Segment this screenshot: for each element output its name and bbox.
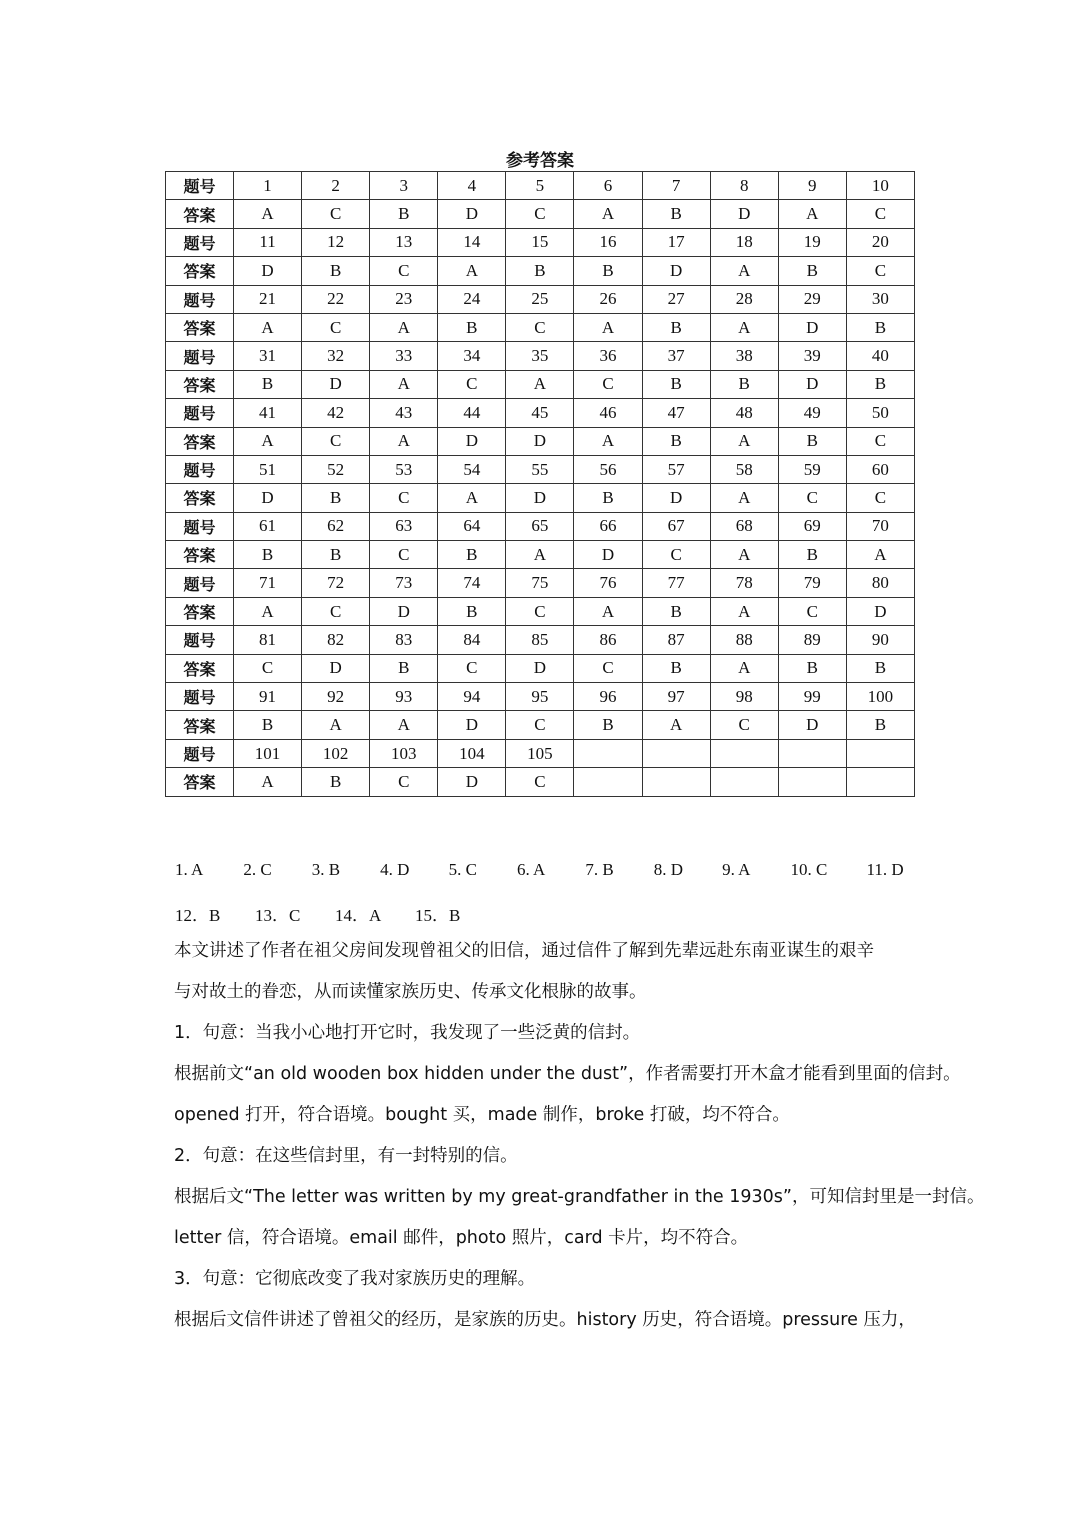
answer-cell: B	[574, 484, 642, 512]
question-row-label: 题号	[166, 228, 234, 256]
question-number-row	[166, 342, 915, 370]
answer-cell: D	[778, 313, 846, 341]
question-number-cell	[778, 739, 846, 767]
answer-row-label: 答案	[166, 484, 234, 512]
question-number-cell: 38	[710, 342, 778, 370]
answer-cell: C	[574, 654, 642, 682]
question-number-row	[166, 512, 915, 540]
question-number-row	[166, 739, 915, 767]
question-number-cell: 20	[846, 228, 914, 256]
answer-cell: D	[506, 484, 574, 512]
question-number-cell: 60	[846, 455, 914, 483]
answer-cell: C	[642, 541, 710, 569]
question-number-cell: 63	[370, 512, 438, 540]
answer-row	[166, 484, 915, 512]
question-number-cell: 25	[506, 285, 574, 313]
question-number-cell: 61	[234, 512, 302, 540]
answer-cell: C	[574, 370, 642, 398]
question-number-cell: 73	[370, 569, 438, 597]
answer-cell: A	[642, 711, 710, 739]
quick-answer: 12．B	[175, 906, 221, 925]
question-number-cell: 12	[302, 228, 370, 256]
answer-cell: B	[778, 654, 846, 682]
question-number-cell: 48	[710, 399, 778, 427]
answer-cell: C	[302, 313, 370, 341]
quick-answer: 13．C	[255, 906, 301, 925]
question-number-cell: 11	[234, 228, 302, 256]
question-number-cell: 43	[370, 399, 438, 427]
question-number-cell: 40	[846, 342, 914, 370]
question-row-label: 题号	[166, 683, 234, 711]
question-number-cell: 91	[234, 683, 302, 711]
question-number-cell: 62	[302, 512, 370, 540]
answer-cell: D	[778, 711, 846, 739]
answer-row	[166, 654, 915, 682]
question-number-cell: 5	[506, 172, 574, 200]
question-number-cell: 26	[574, 285, 642, 313]
question-number-cell: 4	[438, 172, 506, 200]
quick-answer: 2. C	[243, 860, 272, 879]
question-number-cell: 85	[506, 626, 574, 654]
question-row-label: 题号	[166, 285, 234, 313]
answer-cell: A	[234, 200, 302, 228]
question-number-cell: 17	[642, 228, 710, 256]
answer-cell: A	[370, 370, 438, 398]
question-number-cell: 81	[234, 626, 302, 654]
explanation-text	[174, 931, 985, 1341]
answer-cell: C	[234, 654, 302, 682]
question-number-cell: 68	[710, 512, 778, 540]
answer-cell: B	[302, 768, 370, 796]
answer-cell: C	[438, 654, 506, 682]
question-number-cell: 42	[302, 399, 370, 427]
answer-row-label: 答案	[166, 200, 234, 228]
quick-answer: 8. D	[653, 860, 684, 879]
quick-answer: 15．B	[415, 906, 461, 925]
answer-cell: B	[778, 427, 846, 455]
answer-row	[166, 597, 915, 625]
question-number-cell: 6	[574, 172, 642, 200]
question-number-cell: 23	[370, 285, 438, 313]
explanation-line: opened 打开，符合语境。bought 买，made 制作，broke 打破，均不符合。	[174, 1105, 790, 1125]
question-row-label: 题号	[166, 399, 234, 427]
answer-row-label: 答案	[166, 257, 234, 285]
answer-cell: D	[506, 427, 574, 455]
answer-cell: A	[846, 541, 914, 569]
question-number-cell: 31	[234, 342, 302, 370]
explanation-line: 根据后文信件讲述了曾祖父的经历，是家族的历史。history 历史，符合语境。pressure 压力，	[174, 1310, 916, 1330]
answer-cell: B	[370, 654, 438, 682]
question-number-cell: 18	[710, 228, 778, 256]
answer-cell: B	[642, 427, 710, 455]
question-row-label: 题号	[166, 342, 234, 370]
question-number-cell: 41	[234, 399, 302, 427]
answer-cell: B	[778, 541, 846, 569]
quick-answer: 14．A	[335, 906, 382, 925]
answer-cell: D	[642, 257, 710, 285]
answer-cell: B	[302, 541, 370, 569]
question-number-cell	[574, 739, 642, 767]
answer-cell: C	[302, 597, 370, 625]
answer-cell: B	[302, 257, 370, 285]
question-number-cell: 22	[302, 285, 370, 313]
question-number-cell: 39	[778, 342, 846, 370]
answer-cell: A	[234, 313, 302, 341]
question-number-cell: 2	[302, 172, 370, 200]
answer-cell: C	[506, 711, 574, 739]
question-number-cell: 79	[778, 569, 846, 597]
question-number-cell: 103	[370, 739, 438, 767]
question-number-cell: 101	[234, 739, 302, 767]
explanation-line: 与对故土的眷恋，从而读懂家族历史、传承文化根脉的故事。	[174, 982, 647, 1002]
question-number-cell: 67	[642, 512, 710, 540]
answer-cell: A	[574, 427, 642, 455]
answer-row	[166, 200, 915, 228]
question-number-cell: 27	[642, 285, 710, 313]
answer-cell: B	[234, 370, 302, 398]
question-number-cell: 10	[846, 172, 914, 200]
question-number-cell: 82	[302, 626, 370, 654]
question-number-cell: 104	[438, 739, 506, 767]
answer-cell: C	[370, 484, 438, 512]
quick-answer: 1. A	[175, 860, 204, 879]
answer-cell	[574, 768, 642, 796]
answer-row-label: 答案	[166, 313, 234, 341]
explanation-line: 3．句意：它彻底改变了我对家族历史的理解。	[174, 1269, 536, 1289]
question-row-label: 题号	[166, 739, 234, 767]
answer-cell: B	[846, 654, 914, 682]
answer-cell: B	[642, 654, 710, 682]
question-number-cell: 54	[438, 455, 506, 483]
question-number-cell	[642, 739, 710, 767]
answer-cell: A	[302, 711, 370, 739]
question-number-cell: 74	[438, 569, 506, 597]
quick-answer: 6. A	[516, 860, 546, 879]
question-number-cell: 35	[506, 342, 574, 370]
question-number-cell: 36	[574, 342, 642, 370]
answer-cell: C	[370, 768, 438, 796]
answer-cell: C	[506, 597, 574, 625]
question-number-row	[166, 683, 915, 711]
answer-cell: C	[846, 484, 914, 512]
answer-cell: A	[710, 313, 778, 341]
explanation-line: 1．句意：当我小心地打开它时，我发现了一些泛黄的信封。	[174, 1023, 641, 1043]
answer-row-label: 答案	[166, 597, 234, 625]
answer-cell: B	[642, 313, 710, 341]
answer-cell: C	[506, 200, 574, 228]
answer-cell: A	[574, 200, 642, 228]
question-number-cell: 55	[506, 455, 574, 483]
answer-cell: A	[370, 313, 438, 341]
answer-row-label: 答案	[166, 427, 234, 455]
page-title: 参考答案	[506, 151, 574, 171]
answer-cell	[846, 768, 914, 796]
question-number-cell: 100	[846, 683, 914, 711]
question-number-cell: 80	[846, 569, 914, 597]
question-row-label: 题号	[166, 569, 234, 597]
question-number-row	[166, 569, 915, 597]
quick-answer: 7. B	[585, 860, 614, 879]
answer-cell: A	[234, 768, 302, 796]
answer-cell: D	[234, 484, 302, 512]
explanation-line: letter 信，符合语境。email 邮件，photo 照片，card 卡片，均不符合。	[174, 1228, 749, 1248]
question-number-cell: 94	[438, 683, 506, 711]
answer-row	[166, 541, 915, 569]
answer-cell: C	[778, 597, 846, 625]
question-number-row	[166, 172, 915, 200]
answer-cell: C	[370, 257, 438, 285]
question-number-cell	[710, 739, 778, 767]
answer-cell: B	[778, 257, 846, 285]
answer-cell: D	[302, 654, 370, 682]
question-number-cell: 86	[574, 626, 642, 654]
question-number-cell: 28	[710, 285, 778, 313]
question-row-label: 题号	[166, 512, 234, 540]
answer-row	[166, 711, 915, 739]
answer-cell: A	[710, 654, 778, 682]
answer-cell: C	[438, 370, 506, 398]
question-number-cell: 9	[778, 172, 846, 200]
question-number-cell: 33	[370, 342, 438, 370]
answer-cell: C	[846, 257, 914, 285]
answer-cell: A	[370, 711, 438, 739]
quick-answer: 10. C	[790, 860, 828, 879]
answer-cell: B	[574, 711, 642, 739]
question-number-row	[166, 455, 915, 483]
answer-cell: D	[438, 427, 506, 455]
question-number-cell: 46	[574, 399, 642, 427]
answer-cell: A	[574, 597, 642, 625]
question-number-cell: 99	[778, 683, 846, 711]
question-number-cell: 70	[846, 512, 914, 540]
question-number-cell	[846, 739, 914, 767]
explanation-line: 本文讲述了作者在祖父房间发现曾祖父的旧信，通过信件了解到先辈远赴东南亚谋生的艰辛	[174, 941, 874, 961]
answer-cell: A	[710, 541, 778, 569]
explanation-line: 根据前文“an old wooden box hidden under the dust”，作者需要打开木盒才能看到里面的信封。	[174, 1064, 961, 1084]
answer-cell: D	[778, 370, 846, 398]
answer-cell: B	[574, 257, 642, 285]
question-number-cell: 96	[574, 683, 642, 711]
question-row-label: 题号	[166, 626, 234, 654]
quick-answer: 4. D	[380, 860, 410, 879]
question-number-cell: 90	[846, 626, 914, 654]
answer-row	[166, 768, 915, 796]
answer-cell: A	[710, 597, 778, 625]
answer-cell: C	[302, 427, 370, 455]
quick-answer: 5. C	[448, 860, 477, 879]
answer-cell: D	[642, 484, 710, 512]
answer-cell: B	[370, 200, 438, 228]
answer-cell: B	[846, 370, 914, 398]
question-number-cell: 64	[438, 512, 506, 540]
question-number-cell: 15	[506, 228, 574, 256]
question-number-cell: 32	[302, 342, 370, 370]
answer-cell: B	[438, 597, 506, 625]
question-number-cell: 93	[370, 683, 438, 711]
question-number-cell: 95	[506, 683, 574, 711]
question-number-cell: 105	[506, 739, 574, 767]
question-number-cell: 84	[438, 626, 506, 654]
question-number-cell: 30	[846, 285, 914, 313]
question-number-cell: 14	[438, 228, 506, 256]
answer-row-label: 答案	[166, 541, 234, 569]
answer-cell: D	[234, 257, 302, 285]
answer-row	[166, 370, 915, 398]
answer-cell: C	[370, 541, 438, 569]
question-number-cell: 52	[302, 455, 370, 483]
question-number-cell: 72	[302, 569, 370, 597]
explanation-line: 根据后文“The letter was written by my great-grandfather in the 1930s”，可知信封里是一封信。	[174, 1187, 985, 1207]
answer-cell: A	[710, 484, 778, 512]
answer-cell: A	[438, 257, 506, 285]
question-number-cell: 8	[710, 172, 778, 200]
answer-cell: B	[234, 541, 302, 569]
question-number-cell: 50	[846, 399, 914, 427]
answer-cell: C	[710, 711, 778, 739]
answer-cell: D	[710, 200, 778, 228]
question-number-cell: 71	[234, 569, 302, 597]
question-number-cell: 19	[778, 228, 846, 256]
answer-cell: B	[642, 370, 710, 398]
answer-cell: A	[234, 427, 302, 455]
answer-table	[165, 171, 915, 797]
answer-cell: A	[234, 597, 302, 625]
answer-row-label: 答案	[166, 370, 234, 398]
question-number-cell: 59	[778, 455, 846, 483]
answer-cell: A	[710, 427, 778, 455]
question-number-row	[166, 626, 915, 654]
question-number-cell: 87	[642, 626, 710, 654]
question-number-cell: 29	[778, 285, 846, 313]
question-number-cell: 69	[778, 512, 846, 540]
question-number-cell: 49	[778, 399, 846, 427]
question-number-cell: 77	[642, 569, 710, 597]
question-number-cell: 21	[234, 285, 302, 313]
answer-cell	[778, 768, 846, 796]
question-number-cell: 88	[710, 626, 778, 654]
answer-cell: B	[642, 597, 710, 625]
question-number-cell: 89	[778, 626, 846, 654]
question-number-row	[166, 399, 915, 427]
question-number-cell: 53	[370, 455, 438, 483]
answer-cell: C	[506, 768, 574, 796]
answer-cell: B	[506, 257, 574, 285]
answer-cell: D	[506, 654, 574, 682]
answer-cell: D	[846, 597, 914, 625]
question-number-cell: 45	[506, 399, 574, 427]
question-number-cell: 34	[438, 342, 506, 370]
answer-cell: B	[438, 313, 506, 341]
question-number-cell: 83	[370, 626, 438, 654]
answer-cell: C	[506, 313, 574, 341]
question-number-cell: 24	[438, 285, 506, 313]
quick-answer: 11. D	[866, 860, 904, 879]
question-number-cell: 44	[438, 399, 506, 427]
answer-cell: B	[846, 313, 914, 341]
question-number-cell: 1	[234, 172, 302, 200]
question-row-label: 题号	[166, 172, 234, 200]
answer-cell: A	[506, 541, 574, 569]
question-number-cell: 56	[574, 455, 642, 483]
answer-row-label: 答案	[166, 768, 234, 796]
question-number-cell: 66	[574, 512, 642, 540]
answer-cell: D	[438, 200, 506, 228]
answer-cell: D	[438, 768, 506, 796]
question-number-row	[166, 285, 915, 313]
quick-answer: 9. A	[722, 860, 751, 879]
answer-row-label: 答案	[166, 711, 234, 739]
question-number-cell: 58	[710, 455, 778, 483]
answer-cell	[710, 768, 778, 796]
answer-cell: D	[574, 541, 642, 569]
question-number-cell: 13	[370, 228, 438, 256]
answer-cell: B	[234, 711, 302, 739]
answer-cell: A	[438, 484, 506, 512]
question-number-row	[166, 228, 915, 256]
answer-row-label: 答案	[166, 654, 234, 682]
question-number-cell: 3	[370, 172, 438, 200]
answer-cell: A	[574, 313, 642, 341]
answer-row	[166, 313, 915, 341]
answer-cell: B	[302, 484, 370, 512]
answer-row	[166, 257, 915, 285]
question-number-cell: 76	[574, 569, 642, 597]
question-number-cell: 57	[642, 455, 710, 483]
question-number-cell: 98	[710, 683, 778, 711]
answer-cell: A	[370, 427, 438, 455]
question-number-cell: 102	[302, 739, 370, 767]
answer-cell: C	[846, 427, 914, 455]
answer-cell: B	[710, 370, 778, 398]
question-number-cell: 78	[710, 569, 778, 597]
answer-cell: C	[846, 200, 914, 228]
quick-answers-line-1	[175, 860, 915, 880]
answer-cell: D	[438, 711, 506, 739]
question-number-cell: 37	[642, 342, 710, 370]
question-number-cell: 7	[642, 172, 710, 200]
quick-answers-line-2	[175, 901, 915, 926]
answer-row	[166, 427, 915, 455]
explanation-line: 2．句意：在这些信封里，有一封特别的信。	[174, 1146, 518, 1166]
answer-cell: B	[438, 541, 506, 569]
answer-cell: A	[710, 257, 778, 285]
answer-cell: B	[846, 711, 914, 739]
answer-cell: A	[506, 370, 574, 398]
question-number-cell: 16	[574, 228, 642, 256]
answer-cell: D	[302, 370, 370, 398]
question-number-cell: 47	[642, 399, 710, 427]
answer-cell: D	[370, 597, 438, 625]
question-row-label: 题号	[166, 455, 234, 483]
question-number-cell: 65	[506, 512, 574, 540]
answer-cell: C	[302, 200, 370, 228]
question-number-cell: 51	[234, 455, 302, 483]
answer-cell: B	[642, 200, 710, 228]
question-number-cell: 97	[642, 683, 710, 711]
question-number-cell: 92	[302, 683, 370, 711]
answer-cell: C	[778, 484, 846, 512]
answer-cell: A	[778, 200, 846, 228]
answer-cell	[642, 768, 710, 796]
quick-answer: 3. B	[311, 860, 341, 879]
question-number-cell: 75	[506, 569, 574, 597]
